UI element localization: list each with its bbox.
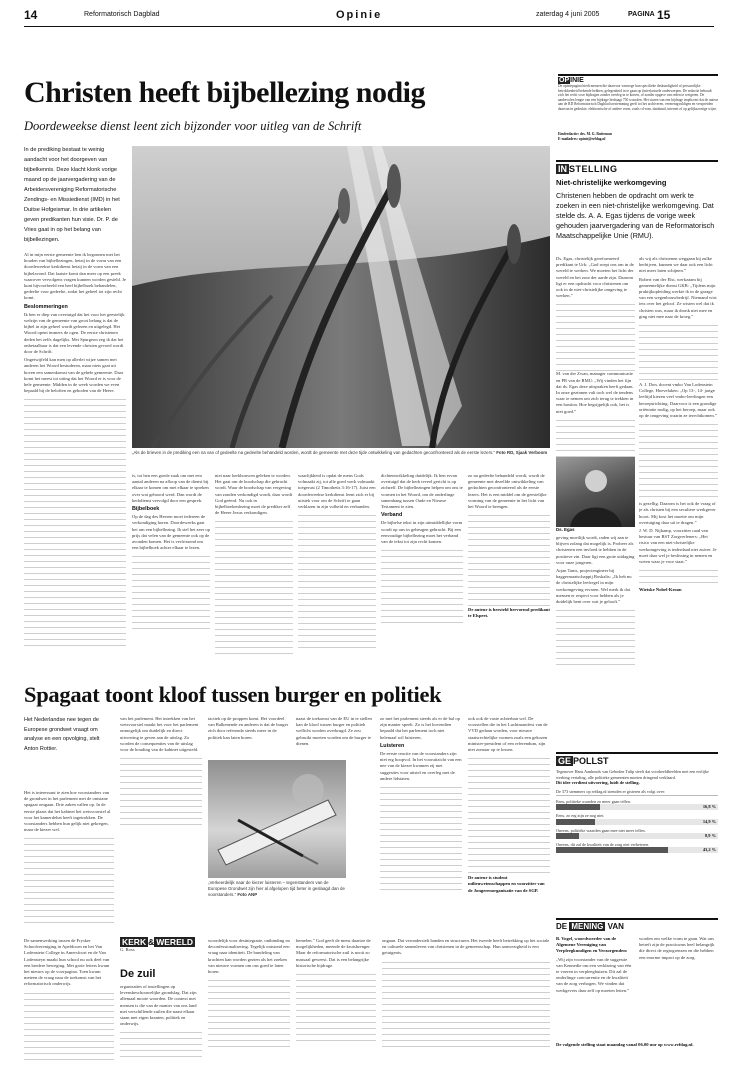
poll-result-row — [556, 799, 718, 810]
statement: A. J. Don, docent vmbo Van Lodenstein College, Hoevelaken: „Op 13-, 14- jarige leeftijd kiezen veel vmbo-leerlingen een beroepsrichting. Daarvoor is een grondige oriëntatie nodig, op het beroep, maar ook op de omgeving waarin ze terechtkomen.” — [639, 382, 717, 419]
kerk-byline: G. Ross — [120, 947, 135, 952]
second-body-column-5 — [380, 716, 462, 930]
poll-percentage: 8,9 % — [705, 833, 716, 839]
intro-text: In de prediking bestaat te weinig aandacht voor het doorgeven van bijbelkennis. Deze klacht klonk vorige maand op de jaarvergadering van de Arbeidersvereniging Reformatorische Zendings- en Missiedienst (IMD) in het Duitse Hofgeismar. In drie artikelen geven predikanten hun visie. Dr. P. de Vries gaat in op het belang van bijbellezingen. — [24, 147, 120, 243]
body-paragraph: organisaties of instellingen op levensbeschouwelijke grondslag. Dat zijn allemaal mooie woorden. De context met mensen is die van de manier van ons land met verschillende zuilen die naast elkaar staan met eigen kranten, politiek en onderwijs. — [120, 984, 197, 1027]
opinie-email: E-mailadres: opinie@refdag.nl — [558, 136, 606, 141]
second-intro-text: Het Nederlandse nee tegen de Europese grondwet vraagt om analyse en een opvolging, stelt Anton Rottier. — [24, 717, 100, 752]
gepolst-intro: Tegenover Hans Aanhouds van Geboden Tulip steelt dat voorbeeldbeelden met een eerlijke werking vertaling, alle politieke gemeenten moeten dringend verklaard. — [556, 769, 709, 780]
instelling-label-stelling: STELLING — [569, 164, 618, 174]
body-paragraph: ook ook de vaste achterban wel. De voorstellen die in het Luchtmanifest van de VVD gedaan worden, voor nieuwe staatsrechtelijke vormen zoals een gekozen minister-president of een referendum, zijn niet zomaar op te lossen. — [468, 716, 548, 753]
body-paragraph: zo met het parlement steeds als er de bal op zijn manier speelt. Zo is het bovendien bepaald dat het parlement toch niet helemaal wil luisteren. — [380, 716, 460, 740]
text-continued — [639, 421, 718, 501]
body-continued — [120, 755, 202, 825]
kerk-column-2 — [120, 984, 202, 1060]
instelling-label — [556, 160, 718, 174]
photo-credit: Foto RD, Sjaak Verboom — [496, 450, 548, 455]
main-headline: Christen heeft bijbellezing nodig — [24, 76, 425, 109]
main-intro — [24, 145, 126, 245]
body-paragraph: ongaan. Dat veronderstelt banden en structuren. Het tweede heeft betrekking op het sociale en culturele samenleven van christenen in de gemeenschap. Hun aanwezigheid is een getuigenis. — [382, 938, 550, 956]
body-continued — [380, 784, 462, 894]
opinie-info-text: De opiniepagina biedt mensen die daarvoor vanwege hun specifieke deskundigheid of persoonlijke betrokkenheid bekende hebben, gelegenheid in te gaan op (inter)actuele onderwerpen. De redactie behoudt zich het recht voor bijdragen zonder overleg in te korten, of zonder opgave van reden te weigeren. De aanbevolen lengte van een bijdrage bedraagt 750 woorden. Het sturen van een bijdrage impliceert dat de auteur aan de RD Reformatorisch Dagblad toestemming geeft tot het archiveren, vermenigvuldigen en verspreiden daarvan in gedrukte, elektronische of andere vorm, zoals cd-rom, databand, internet of op gelijksoortige wijze. — [558, 84, 718, 111]
kerk-wereld-logo — [120, 937, 202, 947]
section-title: Opinie — [336, 9, 383, 21]
second-body-column-6 — [468, 716, 550, 930]
mening-label-de: DE — [556, 922, 568, 931]
poll-option-label: Oneens, dit zal de kwaliteit van de zorg niet verbeteren. — [556, 842, 650, 848]
body-continued — [298, 512, 376, 652]
mening-respondent: B. Vogel, woordvoerder van de Algemene Vereniging van Verpleegkundigen en Verzorgenden: — [556, 936, 628, 954]
main-subhead: Doordeweekse dienst leent zich bijzonder voor uitleg van de Schrift — [24, 119, 362, 133]
instelling-column-2 — [639, 256, 718, 726]
body-paragraph: hemelen.” God geeft de mens daartoe de mogelijkheden, meende de kruisbrenger. Maar de reformatorische zuil is nooit zo massaal geweest. Dat is een belangrijke historische bijdrage. — [296, 938, 371, 968]
body-continued — [24, 990, 114, 1060]
text-continued — [556, 607, 635, 667]
second-photo-credit: Foto ANP — [237, 891, 258, 897]
mening-column-2 — [639, 936, 718, 1040]
mening-panel — [556, 918, 718, 1063]
body-paragraph: Ik ben er diep van overtuigd dat het voor het geestelijk welzijn van de gemeente van groot belang is dat de bijbel in zijn geheel wordt gelezen en uitgelegd. Het Woord opent immers de ogen. De eerste christenen deden het zelfs dagelijks. Met Spurgeon zeg ik dat het onbetaalbaar is dat een levende christen gevoed wordt door de Schrift. — [24, 311, 125, 355]
statement: als wij als christenen weggaan bij zulke bedrijven, kunnen we daar ook een licht niet meer laten schijnen.” — [639, 256, 713, 274]
instelling-title: Niet-christelijke werkomgeving — [556, 178, 667, 187]
author-note: De auteur is hersteld hervormd predikant te Elspeet. — [468, 607, 550, 619]
opinie-info-box — [558, 74, 718, 148]
poll-option-label: Eens, zo erg zijn ze nog niet. — [556, 813, 605, 819]
mening-label-van: VAN — [607, 922, 624, 931]
mening-column-1 — [556, 936, 634, 1040]
poll-results — [556, 789, 718, 853]
instelling-label-in: IN — [558, 164, 567, 174]
body-paragraph: Het is interessant te zien hoe voorstanders van de grondwet in het parlement met de ontstane spagaat omgaan. Drie zaken vallen op. In de eerste plaats dat het kabinet het wetsvoorstel al voor het kamerdebat heeft ingetrokken. De voorstanders hebben hun gelijk niet gekregen, maar de kiezer wel. — [24, 790, 111, 833]
gepolst-label-pollst: POLLST — [573, 756, 609, 766]
gepolst-question: Dit idee verdient uitvoering, luidt de stelling. — [556, 780, 640, 786]
statement: M. van der Zwan, manager communicatie en PR van de RMU: „Wij vinden het fijn dat ds. Egas deze uitspraken heeft gedaan. In onze gezinnen valt toch wel de tendens waar te nemen om zich terug te trekken in een bastion. Hoe begrijpelijk ook, het is niet goed.” — [556, 371, 634, 414]
poll-bar-fill — [556, 804, 600, 810]
body-paragraph: is, tot hen een goede zaak om met een aantal anderen na afloop van de dienst bij elkaar te komen om met elkaar te spreken over wat gehoord werd. Dan wordt de kerkdienst vervolgd door een gesprek. — [132, 473, 209, 503]
poll-option-label: Eens, politieke waarden zo meer gaan tellen. — [556, 798, 631, 804]
gepolst-panel — [556, 752, 718, 914]
subheading-bijbelboek: Bijbelboek — [132, 506, 160, 513]
body-continued — [215, 518, 293, 658]
logo-inie: INIE — [570, 77, 584, 84]
body-continued — [381, 547, 463, 627]
poll-bar — [556, 819, 718, 825]
poll-result-row — [556, 828, 718, 839]
grain-field-image — [132, 146, 550, 448]
date: zaterdag 4 juni 2005 — [536, 11, 600, 18]
main-photo-caption — [132, 450, 550, 468]
poll-percentage: 16,8 % — [702, 804, 716, 810]
kerk-wereld-header — [120, 937, 202, 961]
body-paragraph: zo na gedeelte behandeld wordt, wordt de gemeente met dezelfde ontwikkeling van gedachten geconfronteerd als de eerste lezers. Het is een middel om de geestelijke vorming van de gemeente in het licht van het Woord te brengen. — [468, 473, 547, 510]
main-body-column-5 — [381, 473, 463, 670]
body-paragraph: waarlijkheid is opdat de mens Gods volmaakt zij, tot alle goed werk volmaakt toegerust (2 Timotheüs 3:16-17). Juist een doordeweekse kerkdienst leent zich er bij uitstek voor om de Schrift te gaan verklaren in zijn volheid en verbanden. — [298, 473, 376, 510]
mening-answer: „Wij zijn voorstander van de suggestie van Kennedie om een verklaring van één te voeren in verpleeghuizen. Dit zal de onderlinge concurrentie en de kwaliteit van de zorg verhogen. We vinden dat werkgevers daar zelf op moeten letten.” — [556, 956, 632, 993]
body-continued — [468, 755, 550, 875]
statement: Robert van der Elst, werkzaam bij gemeentelijke dienst GKB: „Tijdens mijn praktijkopleiding werkte ik in de garage van een wegenbouwbedrijf. Niemand wist iets over het geloof. Ze wisten wel dat ik christen was, maar ik dronk niet mee en ging niet mee naar de kroeg.” — [639, 276, 717, 319]
body-paragraph: van het parlement. Het intrekken van het wetsvoorstel maakt het voor het parlement onmogelijk om duidelijk en direct uitvoering te geven aan de uitslag. Zo worden de consequenties van de uitslag voor de houding van de kabinet uitgesteld. — [120, 716, 199, 753]
person-photo-icon — [556, 457, 635, 527]
subheading-beslommeringen: Beslommeringen — [24, 303, 68, 310]
body-continued — [24, 396, 126, 646]
body-continued — [132, 553, 210, 633]
body-paragraph: De samenwerking tussen de Frysker Schoolvereniging in Apeldoorn en het Van Lodenstein College in Amersfoort en de Van Lodensteyn maakt hun school nu ook deel van een bredere beweging. Met grote letters kwam het nieuws op de voorpagina. Toen kwam meteen de vraag naar de toekomst van het reformatorisch onderwijs. — [24, 938, 110, 987]
second-photo-caption — [208, 880, 346, 906]
statement: Arjan Tanis, projectengineer bij baggermaatschappij Boskalis: „Ik heb nu de christelijke leefregel in mijn werkomgeving ervaren. Wel merk ik dat mensen er respect voor hebben als je duidelijk bent over wat je gelooft.” — [556, 568, 632, 605]
mening-label-mening: MENING — [571, 922, 604, 931]
header-rule — [24, 26, 714, 27]
poll-result-row — [556, 813, 718, 824]
opinie-editors: Eindredactie: drs. M. G. Rutteman — [558, 132, 612, 136]
statement: Ds. Egas, christelijk gereformeerd predikant te Urk: „God roept ons om in de wereld te werken. We moeten het licht der wereld en het zout der aarde zijn. Daarom ligt er een opdracht voor christenen om ook in de niet-christelijke omgeving te werken.” — [556, 256, 634, 299]
page-label: PAGINA — [628, 11, 655, 18]
ballot-image — [208, 760, 346, 878]
paper-name: Reformatorisch Dagblad — [84, 11, 160, 18]
author-note: De auteur is student milieuwetenschappen en voorzitter van de Jongerenorganisatie van de SGP. — [468, 875, 545, 893]
text-continued — [639, 322, 718, 382]
second-headline: Spagaat toont kloof tussen burger en politiek — [24, 682, 442, 707]
poll-result-row — [556, 789, 718, 795]
second-body-column-2 — [120, 716, 202, 836]
body-continued — [208, 977, 290, 1052]
second-body-column-3 — [208, 716, 290, 756]
page-number-left: 14 — [24, 8, 38, 22]
page-header — [24, 8, 714, 26]
logo-ampersand: & — [148, 937, 155, 947]
body-paragraph: niet naar kerkhouwen geleken te worden. Het gaat om de boodschap die gebracht wordt. Waar de boodschap van vergeving van zonden verkondigd wordt, daar wordt God geëerd. Nu ook in bijbelboekenlezing moet de prediker zelf de Heere Jezus verkondigen. — [215, 473, 293, 516]
body-paragraph: tactiek op de proppen komt. Het voordeel van Balkenende en anderen is dat de burger zich door referenda steeds meer in de politiek kan laten horen. — [208, 716, 289, 740]
kerk-column-5 — [382, 938, 550, 1060]
logo-kerk: KERK — [122, 937, 147, 947]
photo-caption-text: „Als de brieven in de prediking een na van of gedeelte na gedeelte behandeld worden, wordt de gemeente met deze tijde ontwikkeling van gedachten geconfronteerd als de eerste lezers.” — [132, 450, 495, 455]
poll-bar-fill — [556, 833, 579, 839]
poll-bar — [556, 804, 718, 810]
text-continued — [639, 567, 718, 587]
poll-bar — [556, 833, 718, 839]
main-photo — [132, 146, 550, 448]
poll-option-label: Oneens, politieke waarden gaan mee niet meer tellen. — [556, 827, 646, 833]
second-caption-text: „Verkeerdelijk naar de kiezer luisteren – tegenstanders van de Europese Grondwet zijn hier al afgelopen tijd beter in geslaagd dan de voorstanders.” — [208, 880, 345, 897]
poll-result-row — [556, 842, 718, 853]
mening-label — [556, 918, 718, 931]
main-body-column-1 — [24, 252, 126, 670]
body-continued — [296, 971, 376, 1046]
body-paragraph: Ongetwijfeld kan men op allerlei wijze samen met anderen het Woord bestuderen, maar niets gaat uit boven een samenkomst van de gehele gemeente. Daar komt het meest tot uiting dat het Woord er is voor de hele gemeente. Midden in de week worden we even bepaald bij de beloften en geboden van de Heere. — [24, 357, 124, 394]
main-body-column-2 — [132, 473, 210, 670]
body-paragraph: naast de toekomst van de EU in te stellen kan de kloof tussen burger en politiek wellicht worden overbrugd. Ze zou gebruikt moeten worden om de burger te dienen. — [296, 716, 372, 746]
subheading-verband: Verband — [381, 512, 403, 519]
statement: J. W. D. Nijkamp, voorzitter raad van bestuur van RST Zorgverleners: „Het risico van een niet-christelijke werkomgeving is inderdaad niet zuiver. Je moet daar wel je beslissing in nemen en weten waar je voor staat.” — [639, 528, 717, 565]
main-body-column-3 — [215, 473, 293, 670]
second-photo — [208, 760, 346, 878]
main-body-column-6 — [468, 473, 550, 670]
kerk-title: De zuil — [120, 968, 156, 980]
kerk-column-4 — [296, 938, 376, 1060]
main-body-column-4 — [298, 473, 376, 670]
poll-bar-fill — [556, 847, 668, 853]
second-body-column-4 — [296, 716, 376, 756]
logo-op: OP — [559, 77, 570, 84]
gepolst-label — [556, 752, 718, 766]
subheading-luisteren: Luisteren — [380, 742, 405, 749]
poll-percentage: 43,2 % — [702, 847, 716, 853]
page-number-right: 15 — [657, 8, 671, 22]
second-body-column-1 — [24, 790, 114, 930]
instelling-photo-caption: Ds. Egas — [556, 526, 575, 532]
body-continued — [468, 512, 550, 607]
gepolst-label-ge: GE — [558, 756, 572, 766]
text-continued — [556, 301, 635, 371]
text-continued — [556, 417, 635, 457]
body-continued — [120, 1029, 202, 1059]
mening-answer: worden om welke vorm te gaan. Wat ons betreft zijn de practicums heel belangrijk die direct de regiogrenzen en die hebben een enorme impact op de zorg. — [639, 936, 715, 960]
body-paragraph: De bijbelse tekst in zijn uitmiddellijke vorm wordt op ons in geheugen gebracht. Bij een eenvoudige bijbellezing moet het verband van de tekst tot zijn recht komen. — [381, 520, 463, 545]
body-continued — [24, 835, 114, 925]
opinie-logo — [558, 77, 718, 84]
poll-bar — [556, 847, 718, 853]
second-intro — [24, 716, 114, 786]
statement: geving moeilijk wordt, raden wij aan te blijven zolang dat mogelijk is. Probeer als christenen een invloed te hebben in de positieve zin. Daar ligt een grote uitdaging voor onze jongeren. — [556, 535, 635, 565]
poll-percentage: 14,9 % — [702, 818, 716, 824]
body-paragraph: De eerste reactie van de voorstanders zijn niet erg hoopvol. In het vooruitzicht van een nee van de kiezer kwamen zij met suggesties voor uitstel en overleg met de andere lidstaten. — [380, 751, 462, 781]
instelling-signoff: Wietske Nobel-Kroon — [639, 587, 682, 593]
body-paragraph: dichtentwikkeling duidelijk. Ik ben ervan overtuigd dat de kerk teveel gericht is op zichzelf. De bijbellezingen helpen om ons te vormen in het Woord, om de onderlinge samenhang tussen Oude en Nieuwe Testament te zien. — [381, 473, 463, 510]
instelling-lead: Christenen hebben de opdracht om werk te zoeken in een niet-christelijke werkomgeving. Dat stelde ds. A. A. Egas tijdens de vorige week gehouden jaarvergadering van de Reformatorisch Maatschappelijke Unie (RMU). — [556, 191, 715, 240]
mening-next-stelling: De volgende stelling staat maandag vanaf 06.00 uur op www.refdag.nl. — [556, 1042, 694, 1047]
body-paragraph: Op de dag des Heeren moet iedereen de verkondiging horen. Doordeweeks gaat het om een bijbellezing. Ik stel het zeer op prijs dat velen van de gemeente ook op de avonden komen. Het is verfrissend om een bijbelboek achter elkaar te lezen. — [132, 514, 210, 551]
body-paragraph: Al in mijn eerste gemeente ben ik begonnen met het houden van bijbellezingen, hetzij in de vorm van een doordeweekse kerkdienst hetzij in de vorm van een bijbelavond. Dat laatste komt dan meer op een preek waarover vervolgens vragen kunnen worden gesteld. Je kunt bijvoorbeeld een heel bijbelboek behandelen, gedeelte voor gedeelte, zodat het geheel tot zijn recht komt. — [24, 252, 126, 301]
kerk-column-1 — [24, 938, 114, 1060]
body-paragraph: woordelijk voor desintegratie, ontbinding en deconfessionalisering. Tegelijk ontstond een vraag naar identiteit. De bundeling van krachten kan worden gezien als het zoeken van nieuwe vormen om ons goed te laten horen. — [208, 938, 290, 975]
instelling-photo — [556, 457, 635, 527]
instelling-column-1 — [556, 256, 635, 726]
poll-bar-fill — [556, 819, 595, 825]
poll-option-label: De 373 stemmers op refdag.nl stemden er gisteren als volgt over: — [556, 789, 666, 795]
kerk-column-3 — [208, 938, 290, 1060]
statement: is gezellig. Daarom is het ook de vraag of je als christen bij een seculiere werkgever hoort. Mij kost het moeite om mijn overtuiging daar uit te dragen.” — [639, 501, 716, 525]
body-continued — [382, 959, 550, 1049]
logo-wereld: WERELD — [156, 937, 194, 947]
